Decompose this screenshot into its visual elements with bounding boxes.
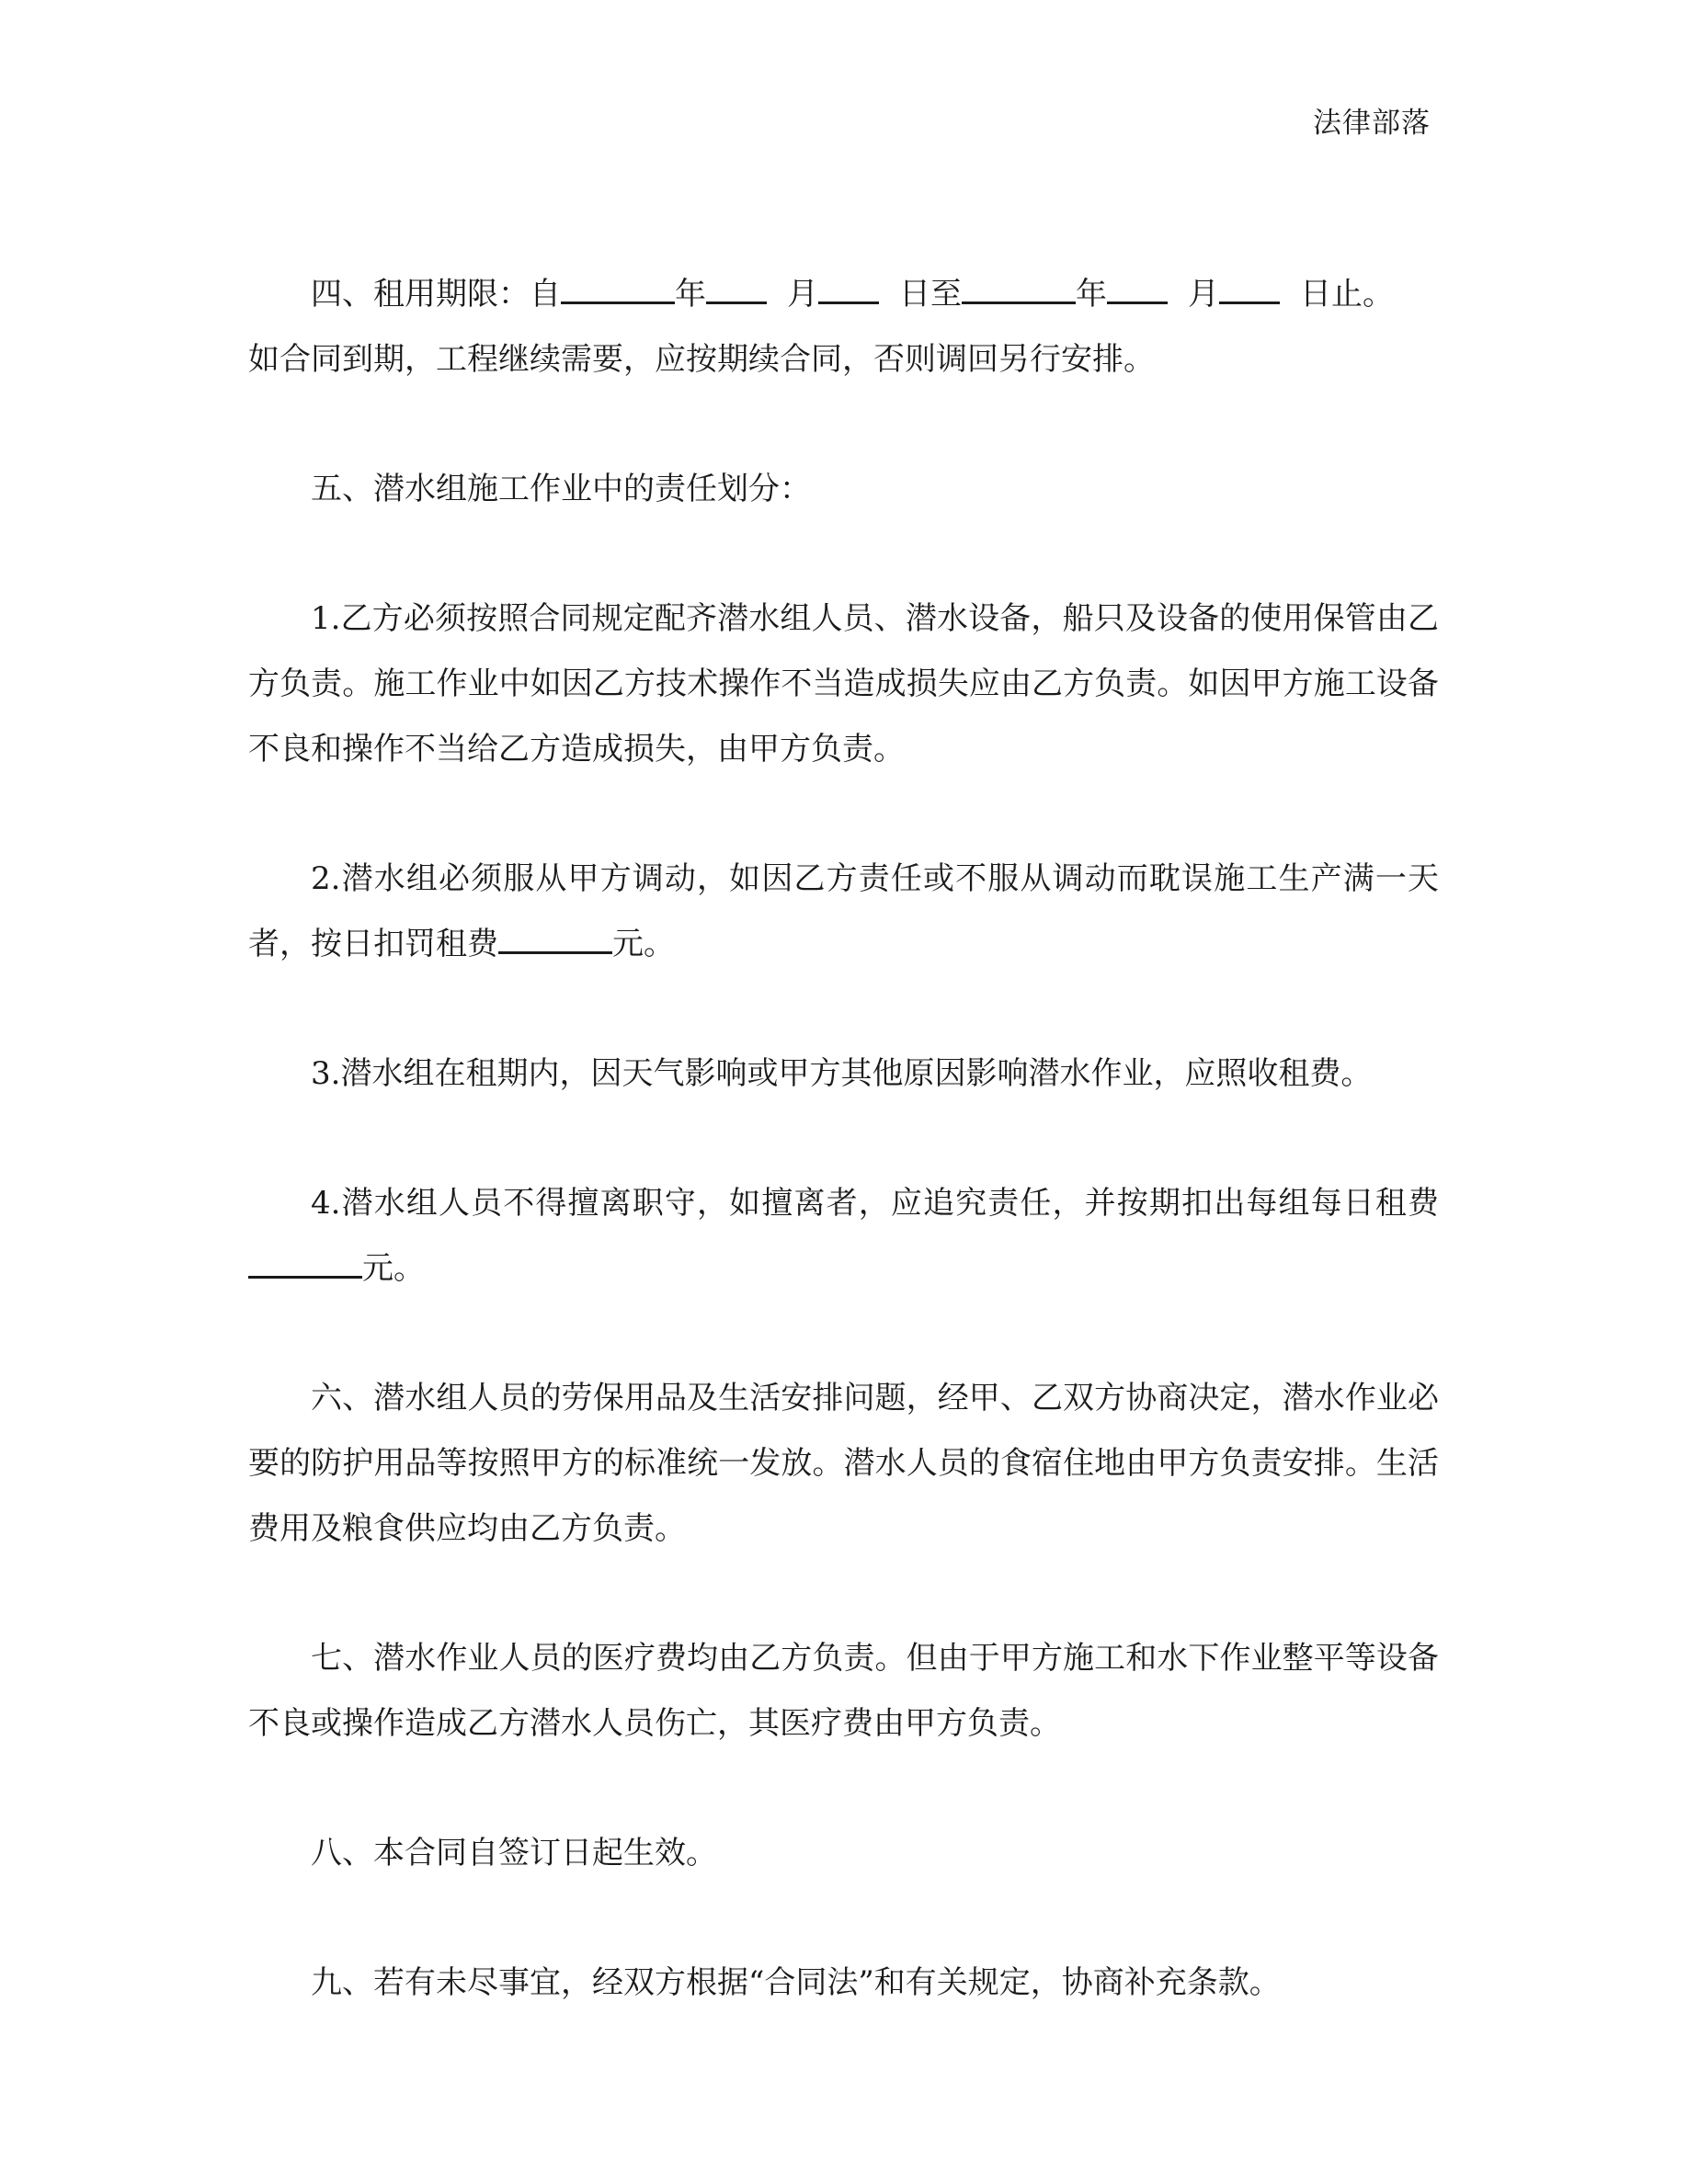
item-3: 3.潜水组在租期内，因天气影响或甲方其他原因影响潜水作业，应照收租费。 xyxy=(311,1055,1373,1092)
clause-responsibility-heading: 五、潜水组施工作业中的责任划分： xyxy=(311,471,811,507)
penalty-amount-blank xyxy=(498,920,612,954)
start-year-unit: 年 xyxy=(675,276,706,313)
clause-term xyxy=(248,262,1439,392)
item-4-text: 4.潜水组人员不得擅离职守，如擅离者，应追究责任，并按期扣出每组每日租费 xyxy=(311,1185,1439,1222)
end-day-unit: 日止。 xyxy=(1300,276,1394,313)
start-month-unit: 月 xyxy=(787,276,818,313)
term-start-label: 四、租用期限：自 xyxy=(311,276,561,313)
clause-6: 六、潜水组人员的劳保用品及生活安排问题，经甲、乙双方协商决定，潜水作业必要的防护用品等按照甲方的标准统一发放。潜水人员的食宿住地由甲方负责安排。生活费用及粮食供应均由乙方负责。 xyxy=(248,1380,1439,1547)
item-2-unit: 元。 xyxy=(612,926,675,962)
item-2-text: 2.潜水组必须服从甲方调动，如因乙方责任或不服从调动而耽误施工生产满一天者，按日扣罚租费 xyxy=(248,860,1439,962)
clause-9: 九、若有未尽事宜，经双方根据“合同法”和有关规定，协商补充条款。 xyxy=(311,1964,1281,2001)
clause-7: 七、潜水作业人员的医疗费均由乙方负责。但由于甲方施工和水下作业整平等设备不良或操作造成乙方潜水人员伤亡，其医疗费由甲方负责。 xyxy=(248,1640,1439,1742)
header-brand: 法律部落 xyxy=(1313,107,1431,140)
deduction-amount-blank xyxy=(248,1245,362,1279)
end-month-unit: 月 xyxy=(1188,276,1219,313)
end-year-unit: 年 xyxy=(1076,276,1107,313)
term-renewal-text: 如合同到期，工程继续需要，应按期续合同，否则调回另行安排。 xyxy=(248,341,1155,378)
item-4-unit: 元。 xyxy=(362,1250,425,1287)
start-month-blank xyxy=(706,270,767,304)
start-day-unit: 日至 xyxy=(899,276,962,313)
end-day-blank xyxy=(1219,270,1280,304)
end-year-blank xyxy=(962,270,1076,304)
item-1: 1.乙方必须按照合同规定配齐潜水组人员、潜水设备，船只及设备的使用保管由乙方负责。施工作业中如因乙方技术操作不当造成损失应由乙方负责。如因甲方施工设备不良和操作不当给乙方造成损失，由甲方负责。 xyxy=(248,600,1439,768)
end-month-blank xyxy=(1107,270,1168,304)
start-day-blank xyxy=(818,270,879,304)
contract-body xyxy=(248,262,1439,2080)
clause-8: 八、本合同自签订日起生效。 xyxy=(311,1835,717,1871)
start-year-blank xyxy=(561,270,675,304)
item-2 xyxy=(248,847,1439,977)
item-4 xyxy=(248,1171,1439,1302)
